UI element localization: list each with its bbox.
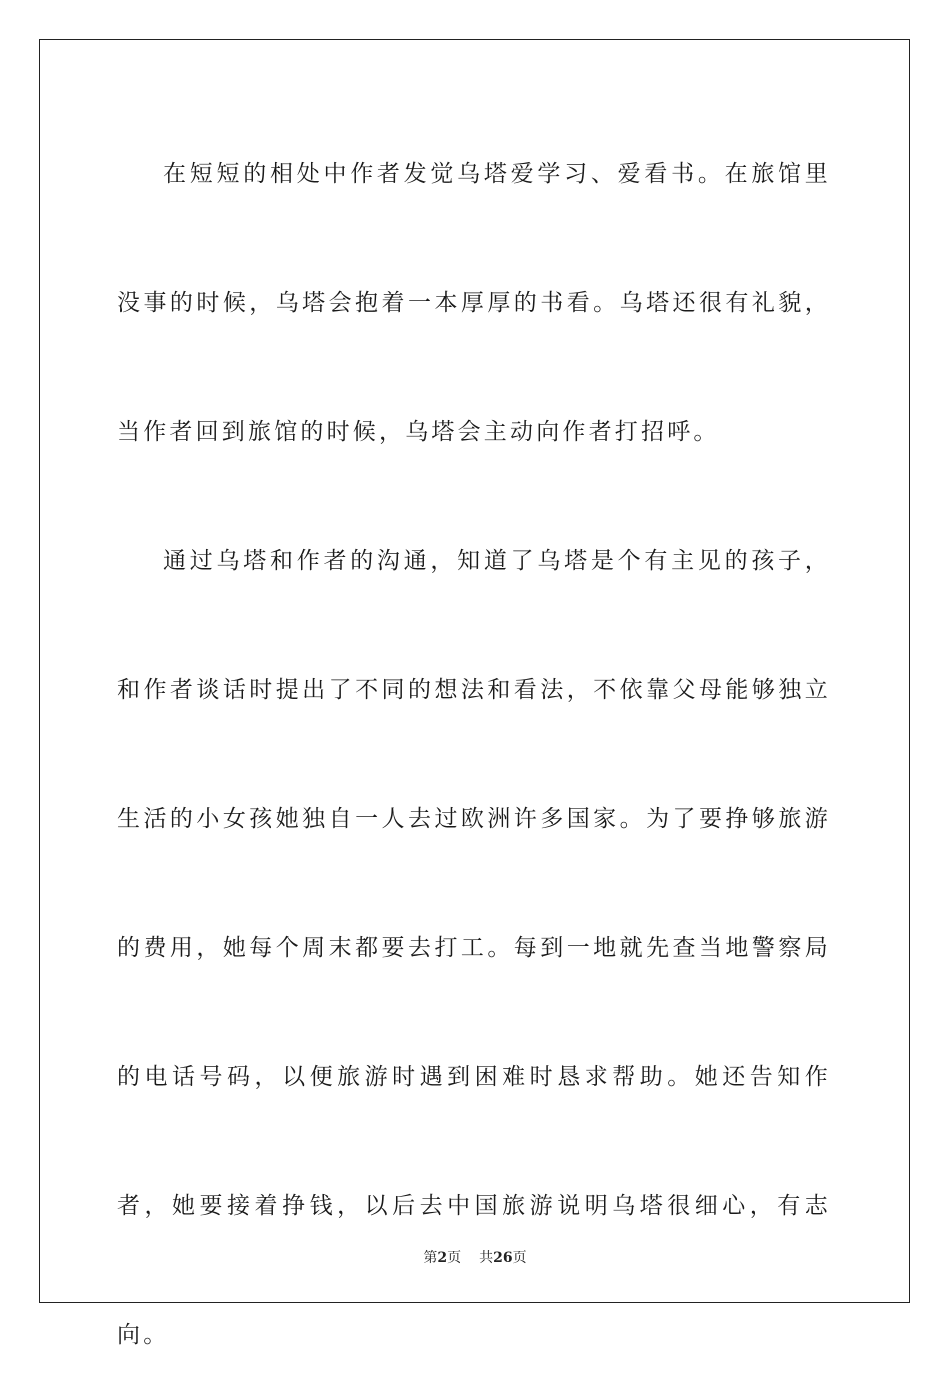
page-number: 2 — [437, 1250, 448, 1266]
page-suffix: 页 — [447, 1250, 462, 1266]
total-pages: 26 — [493, 1250, 513, 1266]
paragraph-1: 在短短的相处中作者发觉乌塔爱学习、爱看书。在旅馆里没事的时候，乌塔会抱着一本厚厚的书看。乌塔还很有礼貌，当作者回到旅馆的时候，乌塔会主动向作者打招呼。 — [117, 161, 831, 445]
paragraph-2: 通过乌塔和作者的沟通，知道了乌塔是个有主见的孩子，和作者谈话时提出了不同的想法和看法，不依靠父母能够独立生活的小女孩她独自一人去过欧洲许多国家。为了要挣够旅游的费用，她每个周末都要去打工。每到一地就先查当地警察局的电话号码，以便旅游时遇到困难时恳求帮助。她还告知作者，她要接着挣钱，以后去中国旅游说明乌塔很细心，有志向。 — [117, 548, 831, 1348]
document-body — [117, 110, 831, 1400]
total-prefix: 共 — [479, 1250, 494, 1266]
page-prefix: 第 — [423, 1250, 438, 1266]
total-suffix: 页 — [512, 1250, 527, 1266]
page-footer — [0, 1247, 950, 1267]
